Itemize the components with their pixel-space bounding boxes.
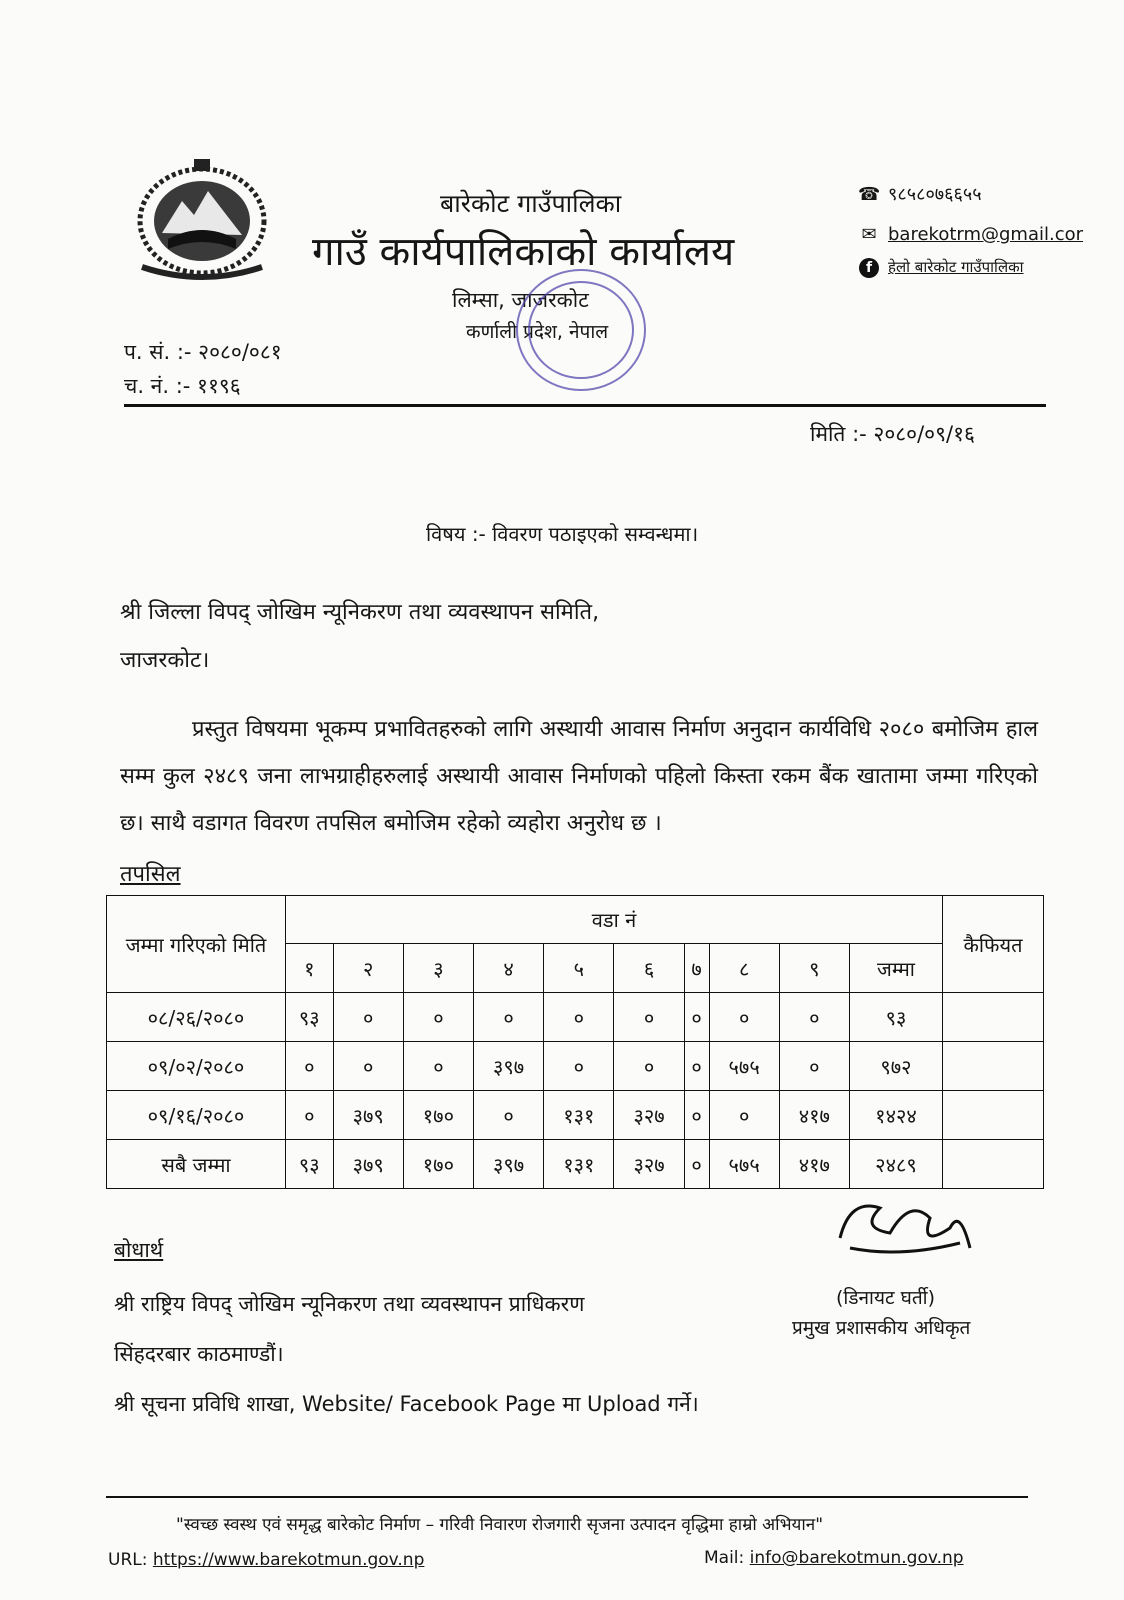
org-name-big: गाउँ कार्यपालिकाको कार्यालय	[312, 229, 735, 275]
ward-col-header: ९	[779, 944, 849, 993]
addressee-line2: जाजरकोट।	[120, 648, 210, 673]
signatory-title: प्रमुख प्रशासकीय अधिकृत	[792, 1317, 971, 1339]
total-cell: १३१	[544, 1140, 614, 1189]
cell: ९३	[286, 993, 334, 1042]
contact-email	[858, 224, 1083, 245]
row-remarks	[943, 1042, 1044, 1091]
org-name-small: बारेकोट गाउँपालिका	[440, 189, 622, 218]
addressee-line1: श्री जिल्ला विपद् जोखिम न्यूनिकरण तथा व्यवस्थापन समिति,	[120, 600, 600, 625]
remarks-column-header: कैफियत	[943, 896, 1044, 993]
phone-number: ९८५८०७६६५५	[888, 184, 982, 205]
website-link[interactable]: https://www.barekotmun.gov.np	[152, 1550, 425, 1570]
row-date: ०९/०२/२०८०	[107, 1042, 286, 1091]
reference-number: प. सं. :- २०८०/०८१	[124, 340, 282, 364]
ward-col-header: ५	[544, 944, 614, 993]
cell: ०	[286, 1042, 334, 1091]
org-address-line1: लिम्सा, जाजरकोट	[452, 288, 589, 312]
cell: १३१	[544, 1091, 614, 1140]
mail-label: Mail:	[704, 1548, 745, 1568]
cell: ०	[333, 993, 403, 1042]
ward-col-header: ३	[403, 944, 473, 993]
total-cell: ३२७	[614, 1140, 684, 1189]
row-date: ०९/१६/२०८०	[107, 1091, 286, 1140]
cell: ०	[474, 1091, 544, 1140]
footer-mail	[704, 1548, 964, 1568]
mail-link[interactable]: info@barekotmun.gov.np	[749, 1548, 964, 1568]
handwritten-signature	[820, 1188, 980, 1278]
ward-details-table	[106, 895, 1044, 1189]
cc-label: बोधार्थ	[114, 1238, 164, 1262]
cell: ०	[544, 1042, 614, 1091]
date-column-header: जम्मा गरिएको मिति	[107, 896, 286, 993]
ward-group-header: वडा नं	[286, 896, 943, 944]
cell: ४१७	[779, 1091, 849, 1140]
mail-icon: ✉	[861, 224, 877, 245]
header-divider	[124, 404, 1046, 407]
row-date: ०८/२६/२०८०	[107, 993, 286, 1042]
phone-icon: ☎	[858, 183, 881, 205]
grand-total-label: सबै जम्मा	[107, 1140, 286, 1189]
total-cell: ३७९	[333, 1140, 403, 1189]
cell: ०	[286, 1091, 334, 1140]
grand-total-value: २४८९	[849, 1140, 942, 1189]
ward-col-header: ८	[709, 944, 779, 993]
cell: ०	[684, 1091, 709, 1140]
footer-slogan: "स्वच्छ स्वस्थ एवं समृद्ध बारेकोट निर्माण – गरिवी निवारण रोजगारी सृजना उत्पादन वृद्धिमा हाम्रो अभियान"	[176, 1515, 824, 1535]
cell: ०	[403, 1042, 473, 1091]
ward-col-header: ७	[684, 944, 709, 993]
cell: ०	[614, 1042, 684, 1091]
cell: ०	[779, 1042, 849, 1091]
row-total: ९७२	[849, 1042, 942, 1091]
cc-line1: श्री राष्ट्रिय विपद् जोखिम न्यूनिकरण तथा व्यवस्थापन प्राधिकरण	[114, 1292, 585, 1316]
org-address-line2: कर्णाली प्रदेश, नेपाल	[466, 321, 609, 343]
table-row	[107, 993, 1044, 1042]
cell: ०	[709, 993, 779, 1042]
cell: ०	[779, 993, 849, 1042]
letter-date: मिति :- २०८०/०९/१६	[810, 422, 975, 446]
total-cell: ०	[684, 1140, 709, 1189]
letter-subject: विषय :- विवरण पठाइएको सम्वन्धमा।	[426, 522, 699, 546]
signatory-name: (डिनायट घर्ती)	[836, 1287, 935, 1309]
details-label: तपसिल	[120, 862, 181, 887]
row-total: १४२४	[849, 1091, 942, 1140]
cell: ३७९	[333, 1091, 403, 1140]
total-cell: ३९७	[474, 1140, 544, 1189]
cell: ०	[544, 993, 614, 1042]
footer-url	[108, 1550, 424, 1570]
footer-divider	[106, 1496, 1028, 1498]
cc-line3: श्री सूचना प्रविधि शाखा, Website/ Facebook Page मा Upload गर्ने।	[114, 1392, 699, 1416]
nepal-emblem-logo	[128, 155, 276, 285]
cell: ०	[333, 1042, 403, 1091]
cell: ०	[614, 993, 684, 1042]
email-address[interactable]: barekotrm@gmail.cor	[888, 224, 1084, 245]
cell: ०	[709, 1091, 779, 1140]
total-remarks	[943, 1140, 1044, 1189]
total-cell: ९३	[286, 1140, 334, 1189]
dispatch-number: च. नं. :- ११९६	[124, 374, 241, 398]
table-row	[107, 1091, 1044, 1140]
cc-line2: सिंहदरबार काठमाण्डौं।	[114, 1342, 284, 1366]
ward-col-header: १	[286, 944, 334, 993]
contact-phone	[858, 182, 982, 206]
total-cell: १७०	[403, 1140, 473, 1189]
contact-facebook	[858, 256, 1024, 278]
ward-col-header: ४	[474, 944, 544, 993]
facebook-page[interactable]: हेलो बारेकोट गाउँपालिका	[888, 258, 1024, 276]
total-cell: ४१७	[779, 1140, 849, 1189]
table-header-row	[107, 896, 1044, 944]
grand-total-row	[107, 1140, 1044, 1189]
cell: ३९७	[474, 1042, 544, 1091]
ward-col-header: २	[333, 944, 403, 993]
cell: ०	[403, 993, 473, 1042]
url-label: URL:	[108, 1550, 148, 1570]
row-total: ९३	[849, 993, 942, 1042]
total-cell: ५७५	[709, 1140, 779, 1189]
ward-col-header: ६	[614, 944, 684, 993]
cell: ५७५	[709, 1042, 779, 1091]
office-seal-stamp	[496, 260, 666, 400]
cell: १७०	[403, 1091, 473, 1140]
ward-total-header: जम्मा	[849, 944, 942, 993]
cell: ३२७	[614, 1091, 684, 1140]
table-row	[107, 1042, 1044, 1091]
body-paragraph: प्रस्तुत विषयमा भूकम्प प्रभावितहरुको लागि अस्थायी आवास निर्माण अनुदान कार्यविधि २०८० बमोजिम हाल सम्म कुल २४८९ जना लाभग्राहीहरुलाई अस्थायी आवास निर्माणको पहिलो किस्ता रकम बैंक खातामा जम्मा गरिएको छ। साथै वडागत विवरण तपसिल बमोजिम रहेको व्यहोरा अनुरोध छ ।	[120, 717, 1038, 836]
facebook-icon: f	[859, 258, 879, 278]
cell: ०	[474, 993, 544, 1042]
cell: ०	[684, 993, 709, 1042]
cell: ०	[684, 1042, 709, 1091]
row-remarks	[943, 993, 1044, 1042]
row-remarks	[943, 1091, 1044, 1140]
